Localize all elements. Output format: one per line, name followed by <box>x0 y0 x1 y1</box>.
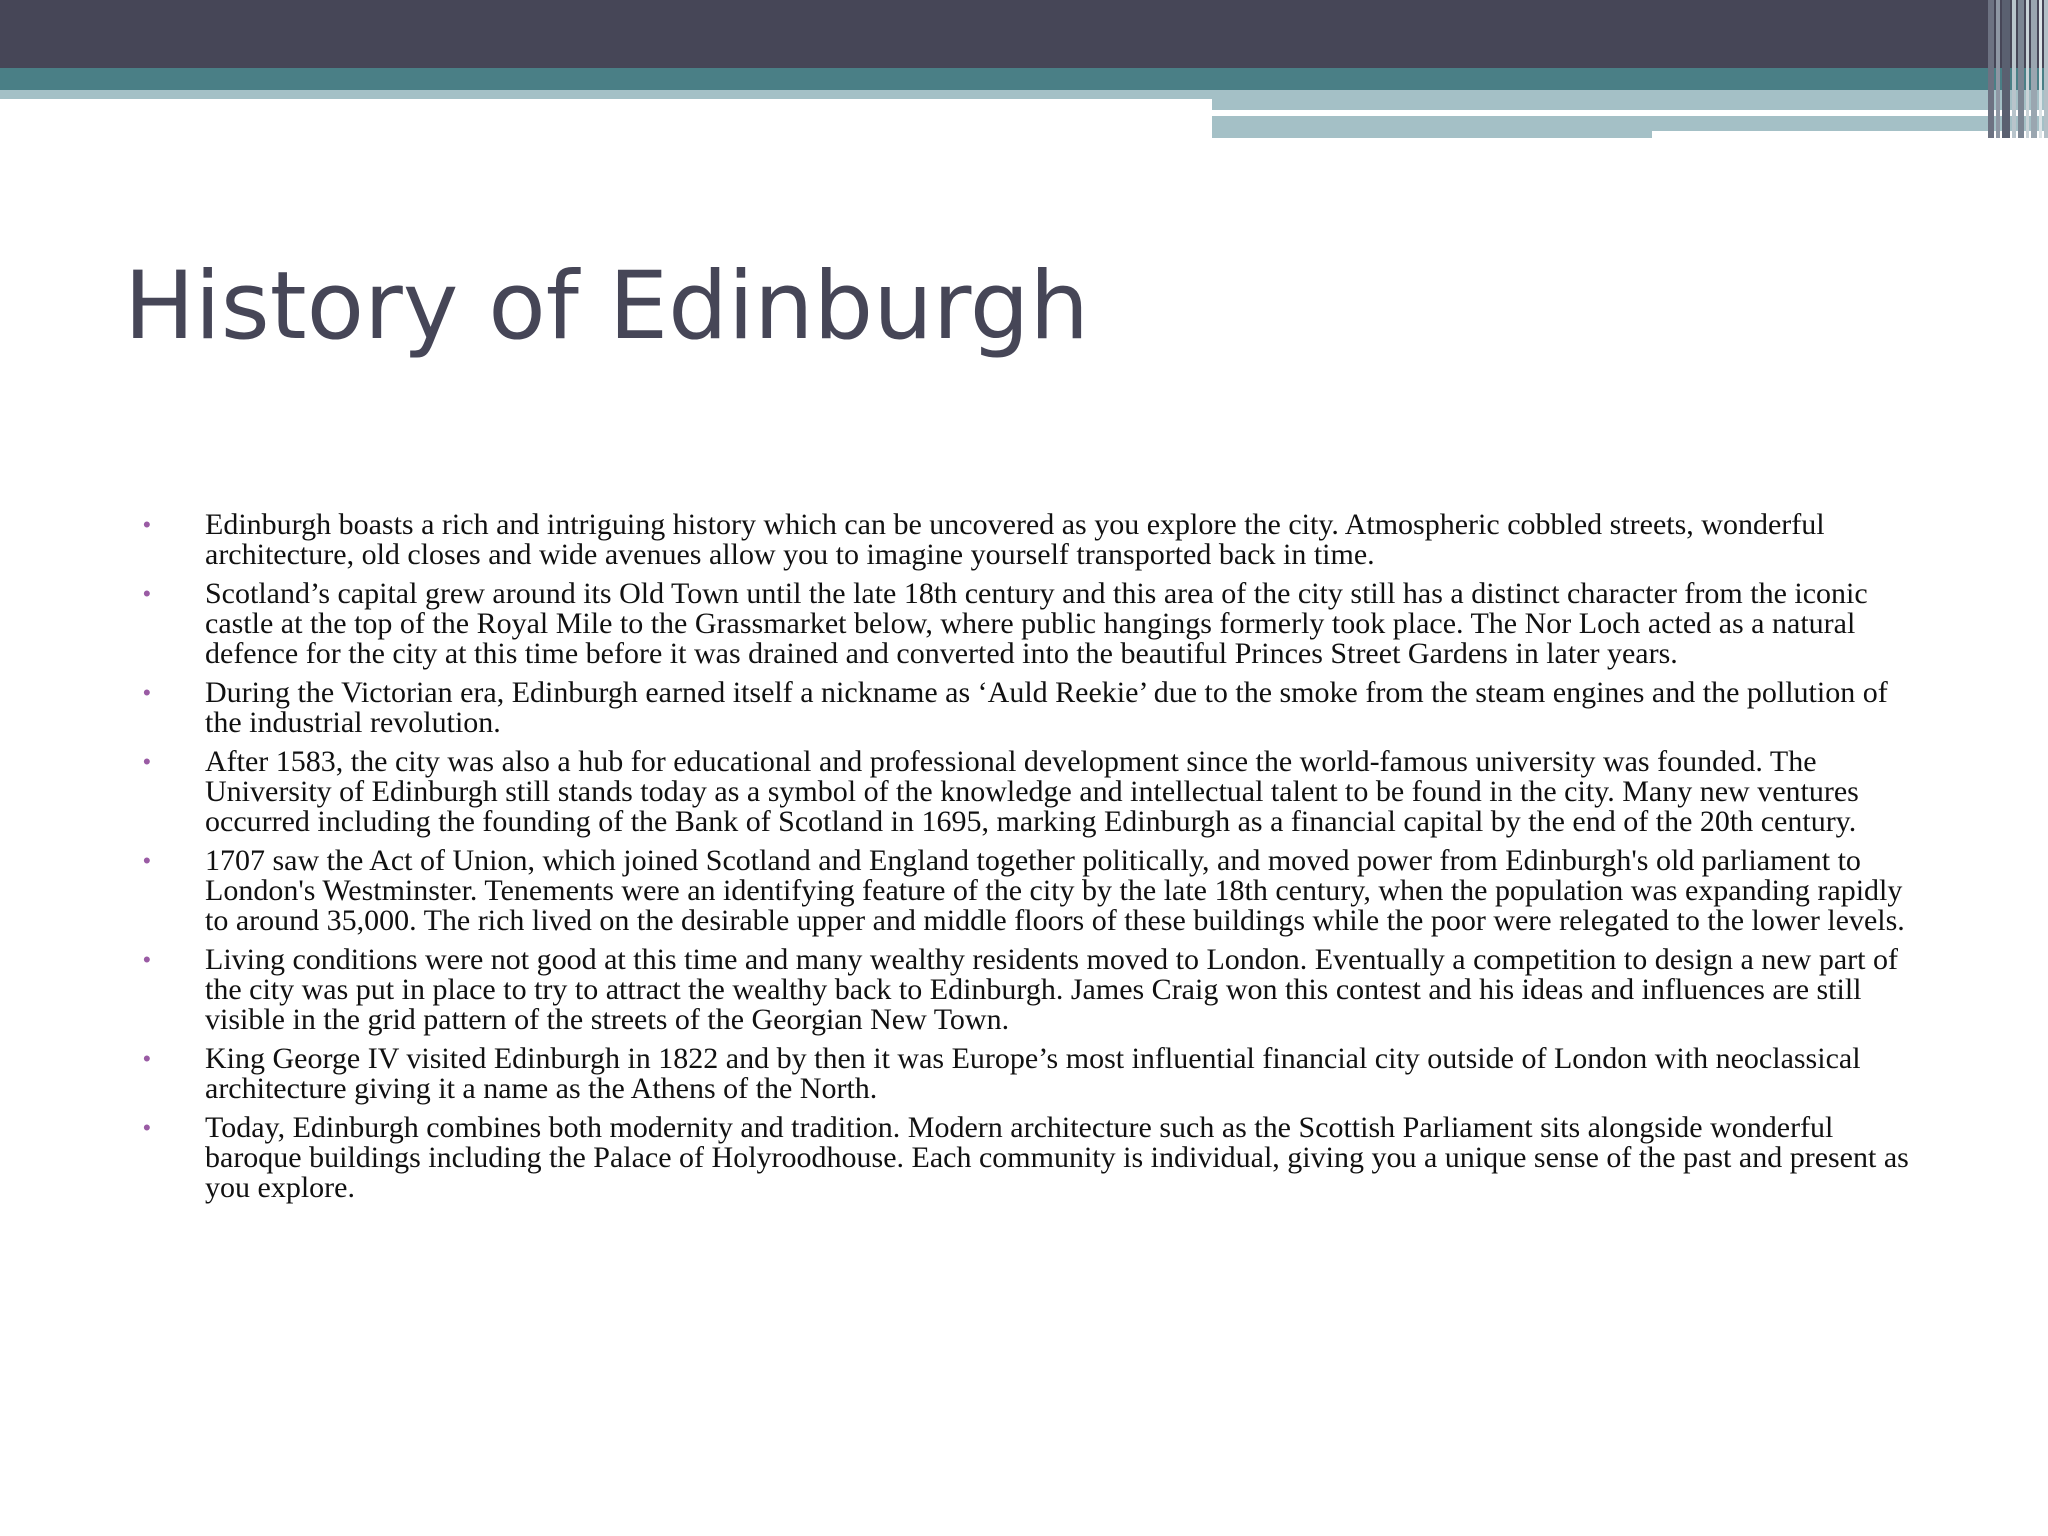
bullet-text: Living conditions were not good at this time and many wealthy residents moved to London. Eventually a competition to design a new part of the city was put in place to try to attract the wealthy back to Edinburgh. James Craig won this contest and his ideas and influences are still visible in the grid pattern of the streets of the Georgian New Town. <box>205 943 1898 1036</box>
header-stripes <box>1988 0 2048 138</box>
header-band-teal <box>0 68 2048 90</box>
list-item <box>140 1044 1920 1104</box>
bullet-text: Edinburgh boasts a rich and intriguing history which can be uncovered as you explore the city. Atmospheric cobbled streets, wonderful architecture, old closes and wide avenues allow you to imagine yourself transported back in time. <box>205 508 1825 571</box>
bullet-list <box>140 510 1920 1203</box>
bullet-dot-icon: • <box>143 749 151 774</box>
bullet-text: Today, Edinburgh combines both modernity and tradition. Modern architecture such as the Scottish Parliament sits alongside wonderful baroque buildings including the Palace of Holyroodhouse. Each community is individual, giving you a unique sense of the past and present as you explore. <box>205 1111 1909 1204</box>
list-item <box>140 747 1920 837</box>
bullet-text: During the Victorian era, Edinburgh earned itself a nickname as ‘Auld Reekie’ due to the smoke from the steam engines and the pollution of the industrial revolution. <box>205 676 1888 739</box>
bullet-dot-icon: • <box>143 512 151 537</box>
bullet-dot-icon: • <box>143 848 151 873</box>
list-item <box>140 1113 1920 1203</box>
bullet-text: After 1583, the city was also a hub for educational and professional development since the world-famous university was founded. The University of Edinburgh still stands today as a symbol of the knowledge and intellectual talent to be found in the city. Many new ventures occurred including the founding of the Bank of Scotland in 1695, marking Edinburgh as a financial capital by the end of the 20th century. <box>205 745 1859 838</box>
bullet-dot-icon: • <box>143 581 151 606</box>
header-band-light <box>0 90 1212 99</box>
bullet-dot-icon: • <box>143 1046 151 1071</box>
list-item <box>140 678 1920 738</box>
header-band-light-right-tab <box>1212 116 1652 138</box>
bullet-text: Scotland’s capital grew around its Old Town until the late 18th century and this area of the city still has a distinct character from the iconic castle at the top of the Royal Mile to the Grassmarket below, where public hangings formerly took place. The Nor Loch acted as a natural defence for the city at this time before it was drained and converted into the beautiful Princes Street Gardens in later years. <box>205 577 1868 670</box>
list-item <box>140 510 1920 570</box>
header-band-dark <box>0 0 2048 68</box>
header-band-light-right-lower <box>1212 103 2048 110</box>
list-item <box>140 846 1920 936</box>
bullet-dot-icon: • <box>143 1115 151 1140</box>
header-band-light-right <box>1212 90 2048 103</box>
bullet-dot-icon: • <box>143 680 151 705</box>
bullet-text: 1707 saw the Act of Union, which joined Scotland and England together politically, and moved power from Edinburgh's old parliament to London's Westminster. Tenements were an identifying feature of the city by the late 18th century, when the population was expanding rapidly to around 35,000. The rich lived on the desirable upper and middle floors of these buildings while the poor were relegated to the lower levels. <box>205 844 1905 937</box>
bullet-dot-icon: • <box>143 947 151 972</box>
bullet-text: King George IV visited Edinburgh in 1822 and by then it was Europe’s most influential financial city outside of London with neoclassical architecture giving it a name as the Athens of the North. <box>205 1042 1861 1105</box>
slide-content <box>140 510 1920 1212</box>
list-item <box>140 579 1920 669</box>
list-item <box>140 945 1920 1035</box>
slide-title: History of Edinburgh <box>124 252 1090 361</box>
